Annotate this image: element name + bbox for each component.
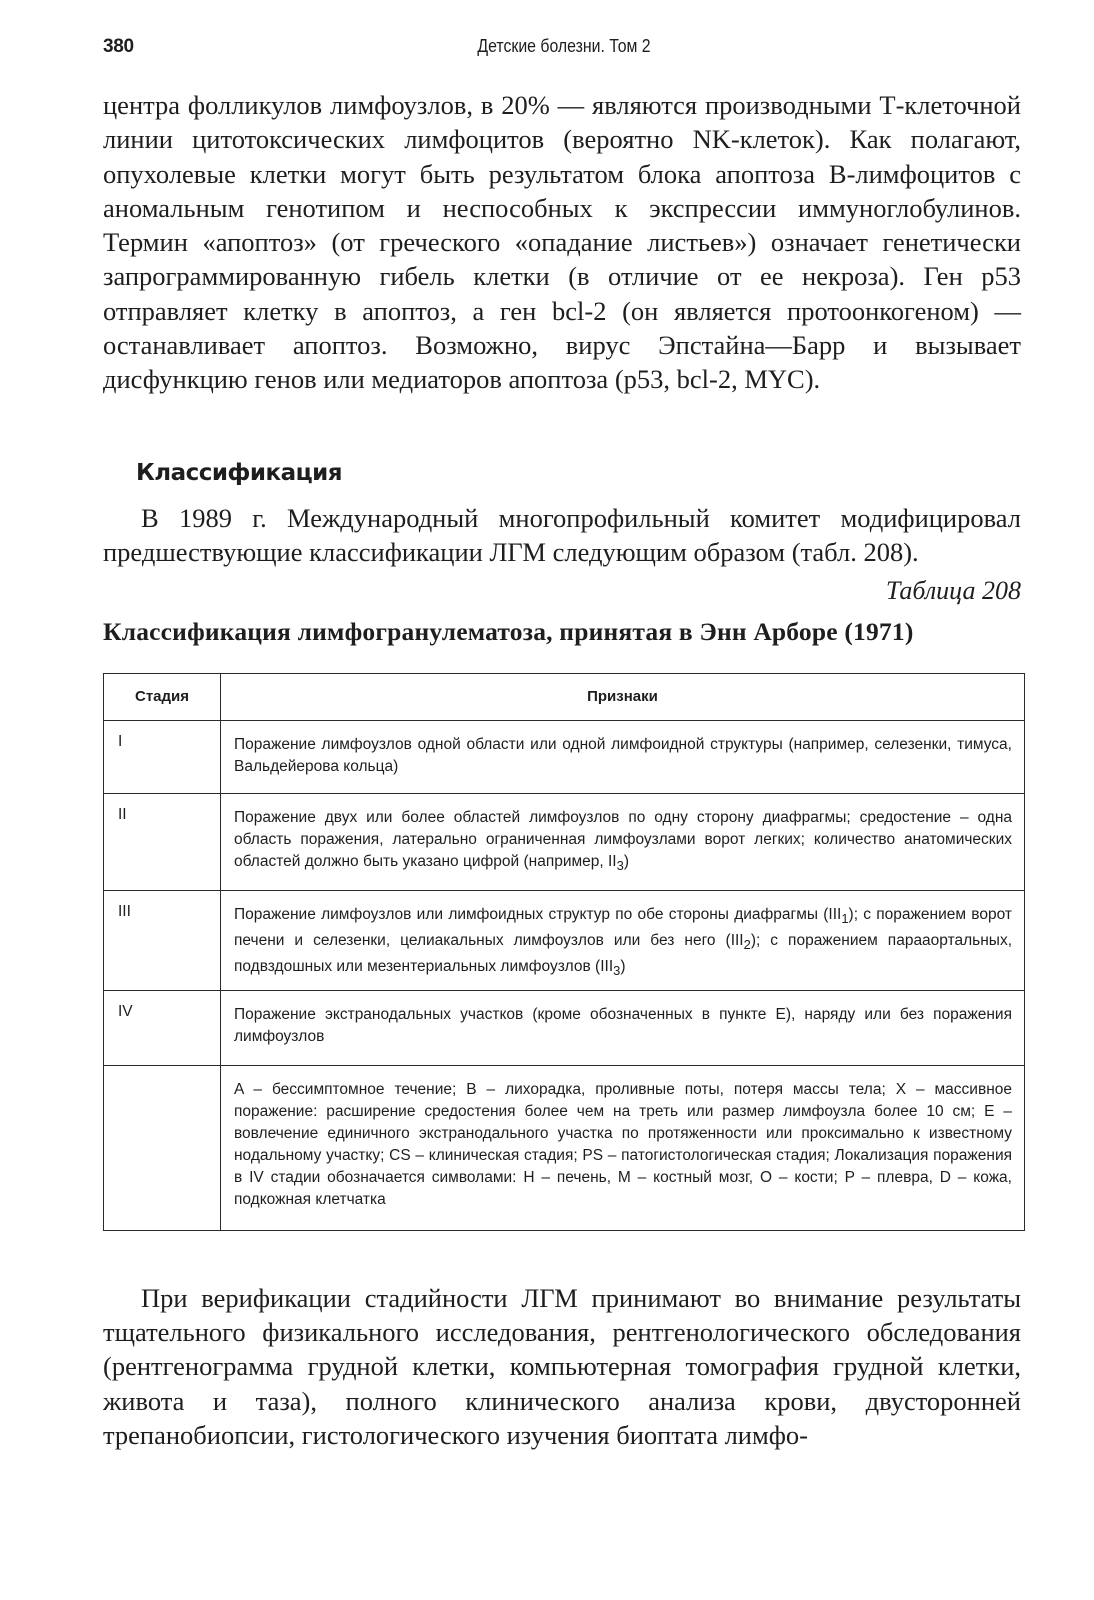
signs-text: ) (620, 958, 626, 976)
signs-text: ); с поражением ворот печени и селезенки, целиакальных лимфоузлов или без него (III (234, 906, 1012, 950)
signs-text: ); с поражением парааортальных, подвздошных или мезентериальных лимфоузлов (III (234, 932, 1013, 976)
subscript: 2 (743, 937, 751, 953)
signs-text: Поражение двух или более областей лимфоузлов по одну сторону диафрагмы; средостение – одна область поражения, латерально ограниченная лимфоузлами ворот легких; количество анатомических областей должно быть указано цифрой (например, II (234, 809, 1012, 870)
section-heading: Классификация (136, 460, 343, 486)
paragraph-3: При верификации стадийности ЛГМ принимают во внимание результаты тщательного физикального исследования, рентгенологического обследования (рентгенограмма грудной клетки, компьютерная томография грудной клетки, живота и таза), полного клинического анализа крови, двусторонней трепанобиопсии, гистологического изучения биоптата лимфо- (103, 1283, 1021, 1450)
signs-cell (221, 891, 1025, 991)
page-number: 380 (103, 36, 134, 57)
paragraph-1: центра фолликулов лимфоузлов, в 20% — являются производными Т-клеточной линии цитотоксических лимфоцитов (вероятно NK-клеток). Как полагают, опухолевые клетки могут быть результатом блока апоптоза В-лимфоцитов с аномальным генотипом и неспособных к экспрессии иммуноглобулинов. Термин «апоптоз» (от греческого «опадание листьев») означает генетически запрограммированную гибель клетки (в отличие от ее некроза). Ген p53 отправляет клетку в апоптоз, а ген bcl-2 (он является протоонкогеном) — останавливает апоптоз. Возможно, вирус Эпстайна—Барр и вызывает дисфункцию генов или медиаторов апоптоза (p53, bcl-2, MYC). (103, 90, 1021, 395)
table-row (104, 891, 1025, 991)
table-row (104, 721, 1025, 794)
subscript: 1 (841, 911, 849, 927)
stage-cell: III (104, 891, 221, 991)
table-row (104, 991, 1025, 1066)
signs-cell: A – бессимптомное течение; B – лихорадка, проливные поты, потеря массы тела; X – массивное поражение: расширение средостения более чем на треть или размер лимфоузла более 10 см; E – вовлечение единичного экстранодального участка по протяженности или проксимально к известному нодальному участку; CS – клиническая стадия; PS – патогистологическая стадия; Локализация поражения в IV стадии обозначается символами: H – печень, M – костный мозг, O – кости; P – плевра, D – кожа, подкожная клетчатка (221, 1066, 1025, 1231)
subscript: 3 (616, 858, 624, 874)
signs-text: Поражение лимфоузлов или лимфоидных структур по обе стороны диафрагмы (III (234, 906, 842, 923)
signs-cell: Поражение экстранодальных участков (кроме обозначенных в пункте E), наряду или без поражения лимфоузлов (221, 991, 1025, 1066)
stage-cell: I (104, 721, 221, 794)
table-row (104, 794, 1025, 891)
table-row (104, 1066, 1025, 1231)
classification-table (103, 673, 1025, 1231)
running-title: Детские болезни. Том 2 (477, 36, 651, 56)
table-number: Таблица 208 (885, 576, 1021, 605)
column-header-signs: Признаки (221, 674, 1025, 721)
signs-text: ) (623, 853, 629, 870)
table-title: Классификация лимфогранулематоза, принятая в Энн Арборе (1971) (103, 617, 914, 646)
table-header-row (104, 674, 1025, 721)
subscript: 3 (613, 963, 621, 979)
signs-cell: Поражение лимфоузлов одной области или одной лимфоидной структуры (например, селезенки, тимуса, Вальдейерова кольца) (221, 721, 1025, 794)
column-header-stage: Стадия (104, 674, 221, 721)
signs-cell (221, 794, 1025, 891)
page-header (103, 36, 1025, 64)
stage-cell (104, 1066, 221, 1231)
stage-cell: II (104, 794, 221, 891)
stage-cell: IV (104, 991, 221, 1066)
paragraph-2: В 1989 г. Международный многопрофильный комитет модифицировал предшествующие классификации ЛГМ следующим образом (табл. 208). (103, 503, 1021, 567)
